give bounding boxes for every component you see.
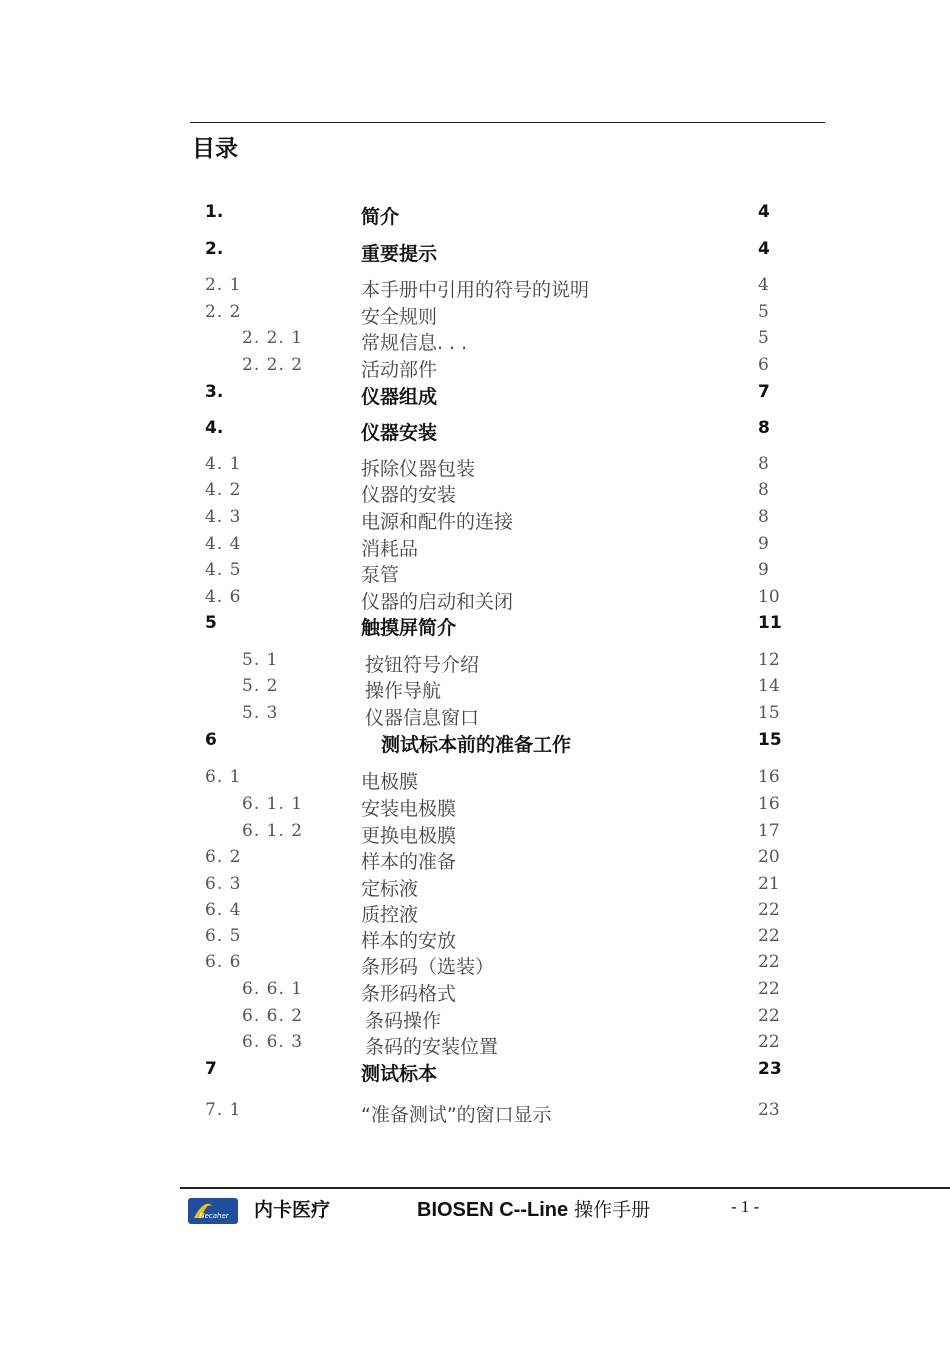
toc-entry[interactable]: [0, 821, 950, 847]
toc-entry-page: 23: [758, 1059, 782, 1079]
toc-entry-title: 按钮符号介绍: [365, 654, 480, 676]
toc-entry-page: 17: [758, 821, 780, 841]
toc-entry[interactable]: [0, 703, 950, 729]
toc-entry-number: 4. 6: [205, 587, 242, 607]
toc-entry-page: 21: [758, 874, 780, 894]
toc-entry[interactable]: [0, 302, 950, 328]
toc-entry-page: 5: [758, 302, 769, 322]
toc-entry[interactable]: [0, 676, 950, 702]
toc-entry-title: 更换电极膜: [361, 825, 457, 847]
toc-entry-title: 安全规则: [361, 306, 438, 328]
toc-entry[interactable]: [0, 328, 950, 354]
toc-entry[interactable]: [0, 730, 950, 756]
toc-entry[interactable]: [0, 847, 950, 873]
toc-entry[interactable]: [0, 454, 950, 480]
toc-entry-number: 2. 2. 2: [242, 355, 304, 375]
header-rule: [190, 122, 825, 123]
toc-entry[interactable]: [0, 794, 950, 820]
toc-entry[interactable]: [0, 979, 950, 1005]
toc-entry-number: 2. 2. 1: [242, 328, 304, 348]
toc-entry-number: 6. 6. 1: [242, 979, 304, 999]
toc-entry-page: 8: [758, 507, 769, 527]
toc-entry-title: 条形码格式: [361, 983, 457, 1005]
toc-entry-number: 5. 2: [242, 676, 279, 696]
toc-entry-number: 6. 6: [205, 952, 242, 972]
toc-entry-number: 6. 1. 2: [242, 821, 304, 841]
toc-entry-page: 8: [758, 454, 769, 474]
toc-entry-number: 2.: [205, 239, 224, 259]
toc-entry-title: 电极膜: [361, 771, 419, 793]
toc-entry-title: “准备测试”的窗口显示: [361, 1104, 552, 1126]
toc-entry-title: 触摸屏简介: [361, 617, 457, 639]
toc-entry[interactable]: [0, 952, 950, 978]
toc-entry[interactable]: [0, 1032, 950, 1058]
toc-entry-title: 条码的安装位置: [365, 1036, 499, 1058]
toc-entry-number: 5. 3: [242, 703, 279, 723]
toc-entry-page: 12: [758, 650, 780, 670]
toc-entry-page: 23: [758, 1100, 780, 1120]
toc-entry-number: 3.: [205, 382, 224, 402]
toc-entry[interactable]: [0, 900, 950, 926]
toc-entry-title: 测试标本: [361, 1063, 438, 1085]
company-logo-icon: [188, 1198, 238, 1224]
footer-company: 内卡医疗: [254, 1199, 331, 1221]
toc-entry-title: 仪器组成: [361, 386, 438, 408]
toc-entry-page: 22: [758, 952, 780, 972]
toc-title: 目录: [192, 136, 238, 162]
toc-entry-page: 4: [758, 202, 770, 222]
toc-entry-title: 仪器安装: [361, 422, 438, 444]
toc-entry-page: 15: [758, 730, 782, 750]
toc-entry[interactable]: [0, 560, 950, 586]
toc-entry-page: 8: [758, 418, 770, 438]
toc-entry-number: 5: [205, 613, 217, 633]
toc-entry-page: 16: [758, 767, 780, 787]
toc-entry-page: 8: [758, 480, 769, 500]
toc-entry-page: 9: [758, 534, 769, 554]
toc-entry-title: 仪器的安装: [361, 484, 457, 506]
toc-entry-number: 4. 4: [205, 534, 242, 554]
toc-entry-title: 常规信息. . .: [361, 332, 468, 354]
toc-entry-title: 简介: [361, 206, 400, 228]
toc-entry-number: 6. 6. 2: [242, 1006, 304, 1026]
toc-entry-number: 6. 5: [205, 926, 242, 946]
toc-entry[interactable]: [0, 418, 950, 444]
toc-entry-title: 本手册中引用的符号的说明: [361, 279, 590, 301]
toc-entry[interactable]: [0, 534, 950, 560]
toc-entry[interactable]: [0, 650, 950, 676]
toc-entry[interactable]: [0, 926, 950, 952]
toc-entry-title: 活动部件: [361, 359, 438, 381]
toc-entry-number: 7. 1: [205, 1100, 242, 1120]
toc-entry-number: 4. 3: [205, 507, 242, 527]
toc-entry-number: 2. 1: [205, 275, 242, 295]
toc-entry-page: 4: [758, 275, 769, 295]
toc-entry-page: 10: [758, 587, 780, 607]
toc-entry-title: 泵管: [361, 564, 400, 586]
toc-entry-number: 6. 3: [205, 874, 242, 894]
toc-entry-page: 16: [758, 794, 780, 814]
toc-entry-number: 6. 4: [205, 900, 242, 920]
toc-entry[interactable]: [0, 767, 950, 793]
toc-entry-title: 消耗品: [361, 538, 419, 560]
toc-entry[interactable]: [0, 1006, 950, 1032]
toc-entry[interactable]: [0, 613, 950, 639]
toc-entry[interactable]: [0, 874, 950, 900]
toc-entry-number: 4. 1: [205, 454, 242, 474]
toc-entry-page: 14: [758, 676, 780, 696]
toc-entry-page: 6: [758, 355, 769, 375]
toc-entry-number: 1.: [205, 202, 224, 222]
toc-entry-page: 4: [758, 239, 770, 259]
logo-text: Necaher: [199, 1212, 229, 1220]
toc-entry-page: 22: [758, 1006, 780, 1026]
footer-page-number: - 1 -: [731, 1197, 760, 1216]
toc-entry-page: 9: [758, 560, 769, 580]
toc-entry-number: 6. 2: [205, 847, 242, 867]
toc-entry-title: 条码操作: [365, 1010, 442, 1032]
toc-entry-number: 5. 1: [242, 650, 279, 670]
toc-entry-title: 拆除仪器包装: [361, 458, 476, 480]
toc-entry[interactable]: [0, 382, 950, 408]
toc-entry-page: 22: [758, 900, 780, 920]
toc-entry-title: 条形码（选装）: [361, 956, 495, 978]
toc-entry-title: 操作导航: [365, 680, 442, 702]
toc-entry-number: 7: [205, 1059, 217, 1079]
toc-entry-title: 定标液: [361, 878, 419, 900]
toc-entry-title: 电源和配件的连接: [361, 511, 514, 533]
toc-entry-page: 15: [758, 703, 780, 723]
toc-entry-page: 22: [758, 1032, 780, 1052]
footer-manual-title: [417, 1195, 650, 1222]
toc-entry-title: 仪器信息窗口: [365, 707, 480, 729]
toc-entry-number: 6. 1. 1: [242, 794, 304, 814]
toc-entry-page: 22: [758, 926, 780, 946]
toc-entry-title: 质控液: [361, 904, 419, 926]
toc-entry-number: 6. 6. 3: [242, 1032, 304, 1052]
toc-entry-page: 22: [758, 979, 780, 999]
toc-entry-title: 安装电极膜: [361, 798, 457, 820]
toc-entry[interactable]: [0, 202, 950, 228]
toc-entry-page: 5: [758, 328, 769, 348]
toc-entry[interactable]: [0, 239, 950, 265]
toc-entry-number: 4. 5: [205, 560, 242, 580]
toc-entry-title: 测试标本前的准备工作: [381, 734, 572, 756]
toc-entry-title: 仪器的启动和关闭: [361, 591, 514, 613]
toc-entry[interactable]: [0, 1100, 950, 1126]
toc-entry-number: 6: [205, 730, 217, 750]
toc-entry-number: 4.: [205, 418, 224, 438]
toc-entry-number: 6. 1: [205, 767, 242, 787]
toc-entry[interactable]: [0, 480, 950, 506]
toc-entry[interactable]: [0, 275, 950, 301]
toc-entry-title: 样本的准备: [361, 851, 457, 873]
toc-entry-title: 样本的安放: [361, 930, 457, 952]
footer-brand: BIOSEN C--Line: [417, 1199, 569, 1221]
toc-entry[interactable]: [0, 507, 950, 533]
toc-entry-page: 20: [758, 847, 780, 867]
toc-entry-number: 4. 2: [205, 480, 242, 500]
footer-manual-label: 操作手册: [568, 1199, 651, 1221]
footer-rule: [180, 1187, 950, 1189]
toc-entry-title: 重要提示: [361, 243, 438, 265]
toc-entry[interactable]: [0, 1059, 950, 1085]
toc-entry-number: 2. 2: [205, 302, 242, 322]
toc-entry[interactable]: [0, 355, 950, 381]
toc-entry-page: 7: [758, 382, 770, 402]
toc-entry[interactable]: [0, 587, 950, 613]
toc-entry-page: 11: [758, 613, 782, 633]
